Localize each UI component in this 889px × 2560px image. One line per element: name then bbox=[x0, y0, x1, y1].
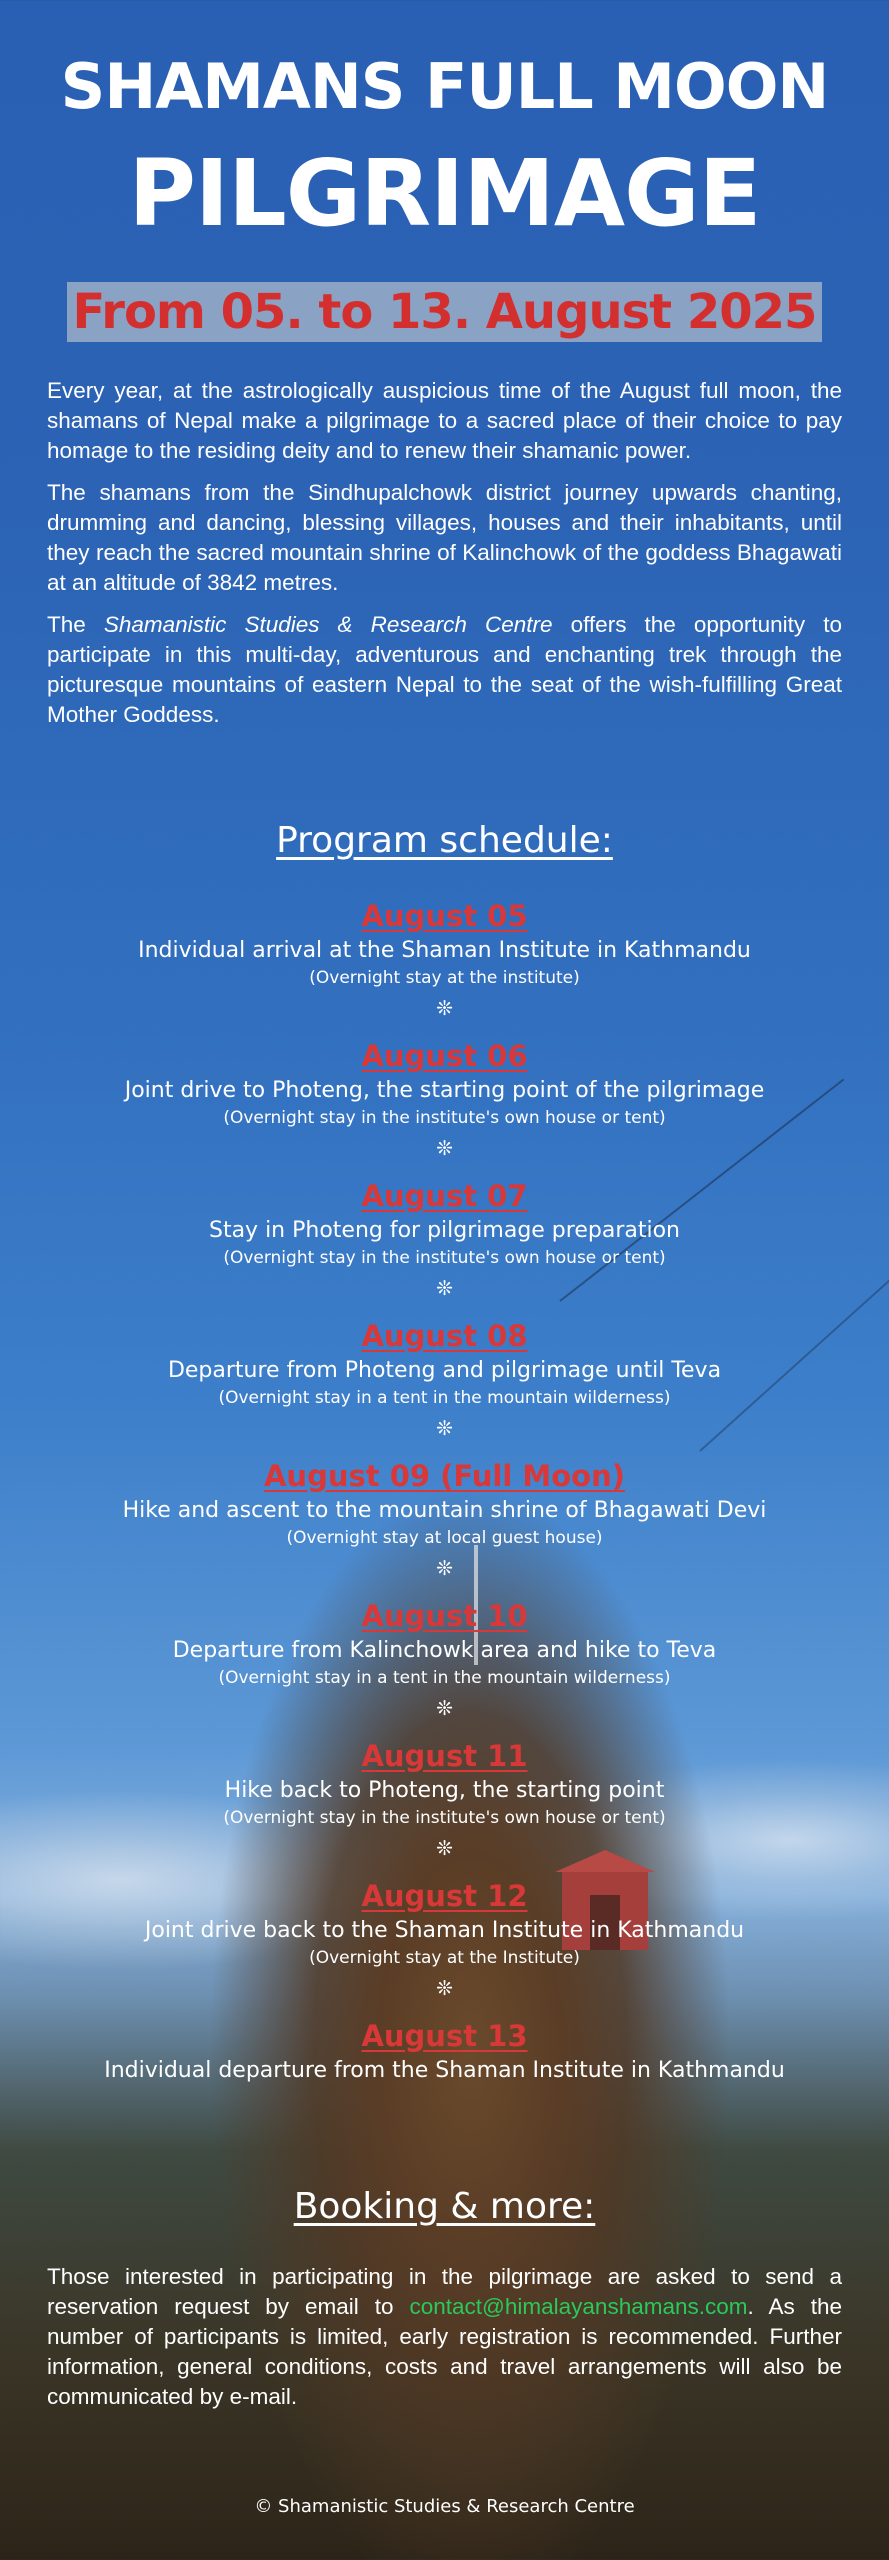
schedule-day bbox=[0, 1876, 889, 2016]
date-banner-wrap bbox=[0, 282, 889, 342]
separator-icon: ❊ bbox=[436, 996, 453, 1020]
separator-icon: ❊ bbox=[436, 1556, 453, 1580]
day-description: Departure from Photeng and pilgrimage until Teva bbox=[167, 1358, 722, 1383]
intro-paragraph-2: The shamans from the Sindhupalchowk district journey upwards chanting, drumming and dancing, blessing villages, houses and their inhabitants, until they reach the sacred mountain shrine of Kalinchowk of the goddess Bhagawati at an altitude of 3842 metres. bbox=[47, 480, 842, 595]
schedule-day bbox=[0, 1036, 889, 1176]
booking-text-before: Those interested in participating in the pilgrimage are asked to send a reservation request by email to bbox=[47, 2264, 842, 2319]
separator-icon: ❊ bbox=[436, 1976, 453, 2000]
day-date: August 10 bbox=[361, 1599, 528, 1633]
booking-text bbox=[47, 2262, 842, 2412]
day-description: Joint drive to Photeng, the starting point of the pilgrimage bbox=[124, 1078, 765, 1103]
day-description: Hike and ascent to the mountain shrine of Bhagawati Devi bbox=[122, 1498, 767, 1523]
schedule-day bbox=[0, 1596, 889, 1736]
day-description: Individual departure from the Shaman Institute in Kathmandu bbox=[104, 2058, 785, 2083]
day-overnight-note: (Overnight stay at local guest house) bbox=[286, 1528, 603, 1548]
booking-title: Booking & more: bbox=[293, 2186, 596, 2227]
day-overnight-note: (Overnight stay in the institute's own house or tent) bbox=[223, 1248, 666, 1268]
schedule-day bbox=[0, 1736, 889, 1876]
day-description: Hike back to Photeng, the starting point bbox=[224, 1778, 665, 1803]
day-date: August 09 (Full Moon) bbox=[263, 1459, 625, 1493]
intro-paragraph-3 bbox=[47, 610, 842, 730]
schedule-day bbox=[0, 1176, 889, 1316]
day-description: Stay in Photeng for pilgrimage preparation bbox=[208, 1218, 680, 1243]
day-overnight-note: (Overnight stay in a tent in the mountain wilderness) bbox=[218, 1668, 671, 1688]
day-overnight-note: (Overnight stay at the institute) bbox=[309, 968, 580, 988]
day-date: August 08 bbox=[361, 1319, 528, 1353]
day-description: Joint drive back to the Shaman Institute in Kathmandu bbox=[144, 1918, 745, 1943]
day-overnight-note: (Overnight stay at the Institute) bbox=[309, 1948, 580, 1968]
day-date: August 07 bbox=[361, 1179, 528, 1213]
schedule-day bbox=[0, 1456, 889, 1596]
title-line-2: PILGRIMAGE bbox=[128, 140, 761, 247]
intro-p3-rest: offers the opportunity to participate in this multi-day, adventurous and enchanting trek through the picturesque mountains of eastern Nepal to the seat of the wish-fulfilling Great Mother Goddess. bbox=[47, 612, 842, 727]
day-overnight-note: (Overnight stay in the institute's own house or tent) bbox=[223, 1108, 666, 1128]
schedule-day bbox=[0, 1316, 889, 1456]
day-date: August 05 bbox=[361, 899, 528, 933]
day-description: Individual arrival at the Shaman Institute in Kathmandu bbox=[138, 938, 751, 963]
booking-text-after: . As the number of participants is limited, early registration is recommended. Further information, general conditions, costs and travel arrangements will also be communicated by e-mail. bbox=[47, 2294, 842, 2409]
day-date: August 12 bbox=[361, 1879, 528, 1913]
email-link[interactable]: contact@himalayanshamans.com bbox=[409, 2294, 748, 2319]
schedule-day bbox=[0, 896, 889, 1036]
schedule-list bbox=[0, 896, 889, 2156]
day-description: Departure from Kalinchowk area and hike to Teva bbox=[172, 1638, 717, 1663]
schedule-title: Program schedule: bbox=[276, 820, 613, 861]
organization-name: Shamanistic Studies & Research Centre bbox=[103, 612, 553, 637]
day-date: August 13 bbox=[361, 2019, 528, 2053]
separator-icon: ❊ bbox=[436, 1836, 453, 1860]
day-overnight-note: (Overnight stay in the institute's own house or tent) bbox=[223, 1808, 666, 1828]
separator-icon: ❊ bbox=[436, 1136, 453, 1160]
separator-icon: ❊ bbox=[436, 1416, 453, 1440]
day-overnight-note: (Overnight stay in a tent in the mountain wilderness) bbox=[218, 1388, 671, 1408]
day-date: August 11 bbox=[361, 1739, 528, 1773]
date-banner: From 05. to 13. August 2025 bbox=[67, 282, 823, 342]
copyright-footer: © Shamanistic Studies & Research Centre bbox=[254, 2496, 635, 2517]
separator-icon: ❊ bbox=[436, 1276, 453, 1300]
separator-icon: ❊ bbox=[436, 1696, 453, 1720]
intro-text bbox=[47, 376, 842, 742]
title-line-1: SHAMANS FULL MOON bbox=[60, 50, 829, 123]
schedule-day bbox=[0, 2016, 889, 2156]
intro-p3-prefix: The bbox=[47, 612, 104, 637]
day-date: August 06 bbox=[361, 1039, 528, 1073]
intro-paragraph-1: Every year, at the astrologically auspicious time of the August full moon, the shamans of Nepal make a pilgrimage to a sacred place of their choice to pay homage to the residing deity and to renew their shamanic power. bbox=[47, 378, 842, 463]
